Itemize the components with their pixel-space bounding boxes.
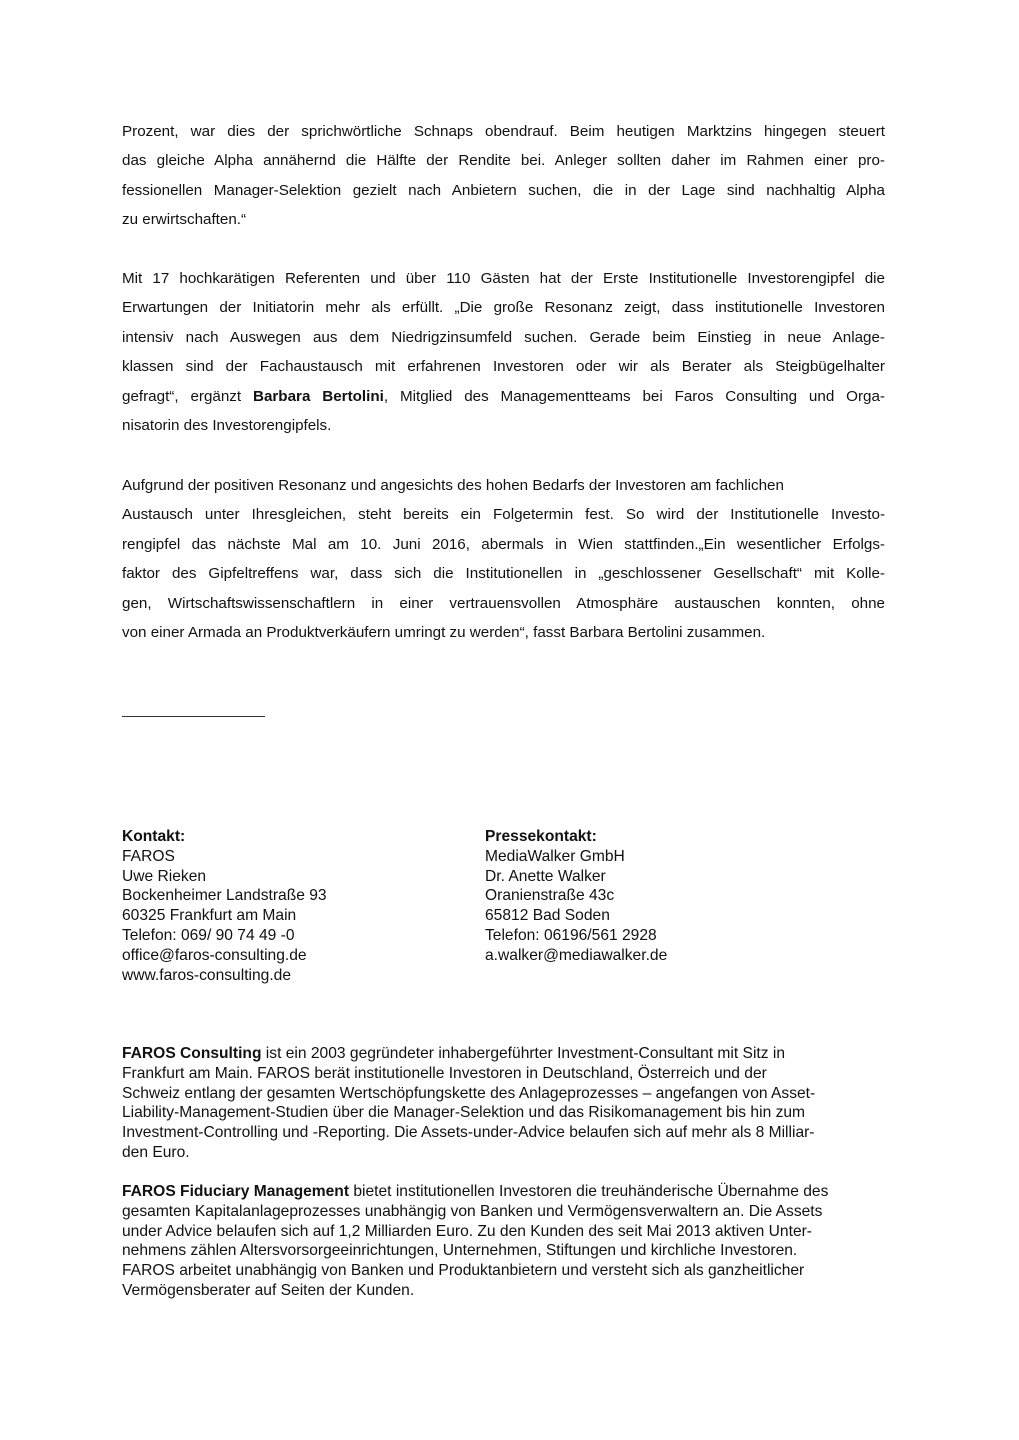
document-page <box>122 0 902 1440</box>
about-line: gesamten Kapitalanlageprozesses unabhängig von Banken und Vermögensverwaltern an. Die Assets <box>122 1202 823 1220</box>
paragraph-line: Mit 17 hochkarätigen Referenten und über 110 Gästen hat der Erste Institutionelle Investorengipfel die <box>122 270 885 287</box>
about-line: FAROS arbeitet unabhängig von Banken und Produktanbietern und versteht sich als ganzheitlicher <box>122 1262 805 1280</box>
body-paragraph-2 <box>122 264 885 440</box>
contact-city: 60325 Frankfurt am Main <box>122 907 297 925</box>
paragraph-line: rengipfel das nächste Mal am 10. Juni 2016, abermals in Wien stattfinden.„Ein wesentlicher Erfolgs- <box>122 535 885 553</box>
paragraph-line: Prozent, war dies der sprichwörtliche Schnaps obendrauf. Beim heutigen Marktzins hingegen steuert <box>122 123 885 140</box>
about-line: under Advice belaufen sich auf 1,2 Milliarden Euro. Zu den Kunden des seit Mai 2013 aktiven Unter- <box>122 1222 813 1240</box>
company-name-bold: FAROS Consulting <box>122 1045 262 1062</box>
press-contact-street: Oranienstraße 43c <box>485 887 615 905</box>
paragraph-line: Erwartungen der Initiatorin mehr als erfüllt. „Die große Resonanz zeigt, dass institutionelle Investoren <box>122 299 885 317</box>
about-faros-consulting <box>122 1044 902 1163</box>
contact-block <box>122 827 327 985</box>
contact-website-link[interactable]: www.faros-consulting.de <box>122 966 292 984</box>
line-segment: , Mitglied des Managementteams bei Faros Consulting und Orga- <box>383 387 885 405</box>
press-contact-city: 65812 Bad Soden <box>485 907 610 925</box>
press-contact-company: MediaWalker GmbH <box>485 847 625 865</box>
about-faros-fiduciary-management <box>122 1182 902 1301</box>
about-line: Liability-Management-Studien über die Manager-Selektion und das Risikomanagement bis hin zum <box>122 1104 806 1122</box>
paragraph-line <box>122 382 885 411</box>
footnote-separator <box>122 716 265 717</box>
about-line: Vermögensberater auf Seiten der Kunden. <box>122 1281 415 1299</box>
press-contact-heading: Pressekontakt: <box>485 828 597 845</box>
paragraph-line: intensiv nach Auswegen aus dem Niedrigzinsumfeld suchen. Gerade beim Einstieg in neue Anlage- <box>122 328 885 346</box>
paragraph-line: faktor des Gipfeltreffens war, dass sich die Institutionellen in „geschlossener Gesellschaft“ mit Kolle- <box>122 565 885 583</box>
press-contact-block <box>485 827 667 966</box>
press-contact-email-link[interactable]: a.walker@mediawalker.de <box>485 946 668 964</box>
body-paragraph-1 <box>122 117 885 235</box>
about-line: Schweiz entlang der gesamten Wertschöpfungskette des Anlageprozesses – angefangen von Asset- <box>122 1084 816 1102</box>
paragraph-line: nisatorin des Investorengipfels. <box>122 417 332 435</box>
paragraph-line: von einer Armada an Produktverkäufern umringt zu werden“, fasst Barbara Bertolini zusammen. <box>122 624 766 642</box>
about-line: nehmens zählen Altersvorsorgeeinrichtungen, Unternehmen, Stiftungen und kirchliche Investoren. <box>122 1242 798 1260</box>
contact-company: FAROS <box>122 847 175 865</box>
contact-phone: Telefon: 069/ 90 74 49 -0 <box>122 926 295 944</box>
about-line: Frankfurt am Main. FAROS berät institutionelle Investoren in Deutschland, Österreich und der <box>122 1064 767 1082</box>
press-contact-person: Dr. Anette Walker <box>485 867 606 885</box>
contact-email-link[interactable]: office@faros-consulting.de <box>122 946 307 964</box>
about-line: Investment-Controlling und -Reporting. Die Assets-under-Advice belaufen sich auf mehr als 8 Milliar- <box>122 1124 815 1142</box>
paragraph-line: fessionellen Manager-Selektion gezielt nach Anbietern suchen, die in der Lage sind nachhaltig Alpha <box>122 181 885 199</box>
paragraph-line: das gleiche Alpha annähernd die Hälfte der Rendite bei. Anleger sollten daher im Rahmen einer pro- <box>122 152 885 170</box>
contact-person: Uwe Rieken <box>122 867 207 885</box>
paragraph-line: zu erwirtschaften.“ <box>122 211 247 229</box>
paragraph-line: klassen sind der Fachaustausch mit erfahrenen Investoren oder wir als Berater als Steigbügelhalter <box>122 358 885 376</box>
contact-heading: Kontakt: <box>122 828 186 845</box>
paragraph-line: Aufgrund der positiven Resonanz und angesichts des hohen Bedarfs der Investoren am fachlichen <box>122 477 784 494</box>
paragraph-line: Austausch unter Ihresgleichen, steht bereits ein Folgetermin fest. So wird der Institutionelle Investo- <box>122 506 885 524</box>
about-line <box>122 1044 902 1064</box>
about-line <box>122 1182 902 1202</box>
line-segment: bietet institutionellen Investoren die treuhänderische Übernahme des <box>349 1183 829 1200</box>
line-segment: ist ein 2003 gegründeter inhabergeführter Investment-Consultant mit Sitz in <box>261 1045 786 1062</box>
company-name-bold: FAROS Fiduciary Management <box>122 1183 350 1200</box>
contact-street: Bockenheimer Landstraße 93 <box>122 887 327 905</box>
about-line: den Euro. <box>122 1143 190 1161</box>
press-contact-phone: Telefon: 06196/561 2928 <box>485 926 657 944</box>
body-paragraph-3 <box>122 471 885 647</box>
line-segment: gefragt“, ergänzt <box>122 387 253 405</box>
person-name-bold: Barbara Bertolini <box>252 387 384 405</box>
paragraph-line: gen, Wirtschaftswissenschaftlern in einer vertrauensvollen Atmosphäre austauschen konnten, ohne <box>122 594 885 612</box>
